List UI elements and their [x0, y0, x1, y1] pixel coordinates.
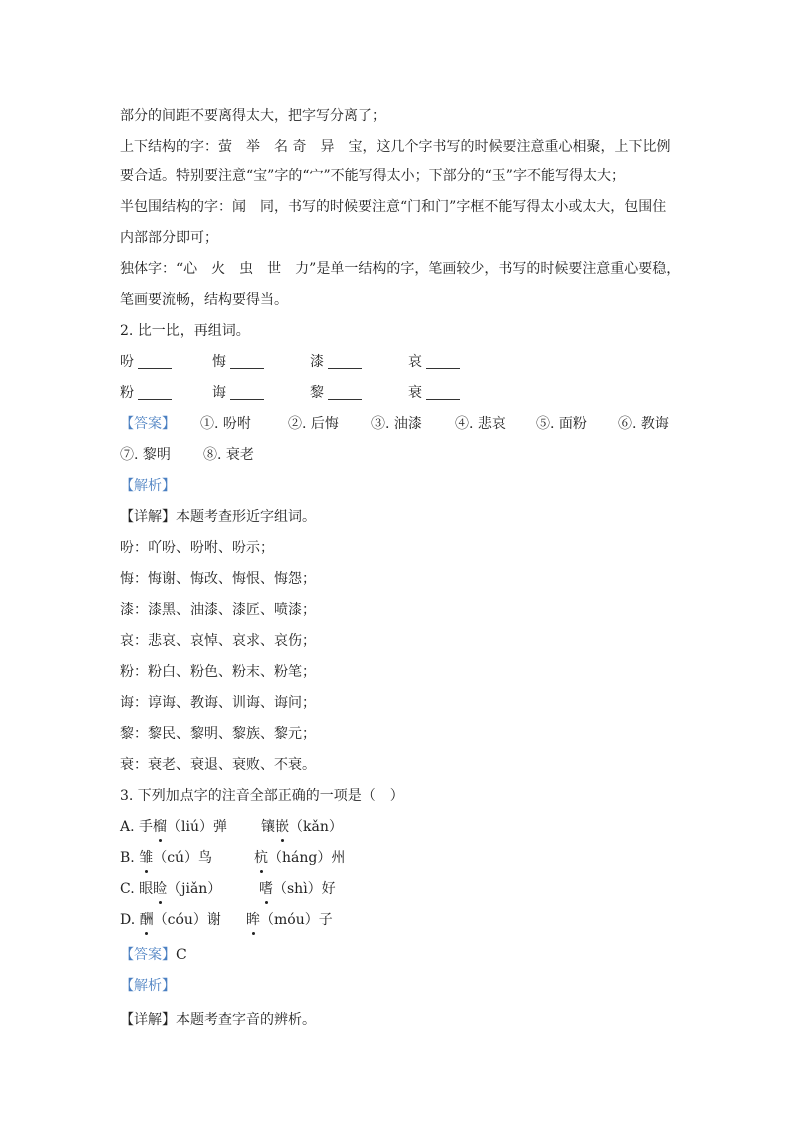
detail-text: 本题考查形近字组词。	[176, 509, 316, 525]
character: 衰	[408, 385, 422, 401]
option-c-word2	[259, 879, 336, 899]
dotted-character: 眸	[246, 912, 260, 928]
answer-item: ⑤. 面粉	[536, 416, 587, 432]
word-pair-cell	[212, 383, 264, 403]
option-b-word2	[254, 848, 345, 868]
answer-label: 【答案】	[120, 947, 176, 963]
detail-line	[120, 1010, 316, 1030]
character: 黎	[310, 385, 324, 401]
analysis-label: 【解析】	[120, 978, 176, 994]
dotted-character: 睑	[153, 881, 168, 897]
option-letter: A.	[120, 819, 135, 835]
option-letter: B.	[120, 850, 135, 866]
option-letter: D.	[120, 912, 136, 928]
word-pair-cell	[120, 352, 172, 372]
dotted-character: 杭	[254, 850, 268, 866]
intro-line: 独体字：“心 火 虫 世 力”是单一结构的字，笔画较少，书写的时候要注意重心要稳，	[120, 261, 681, 277]
question-2-title: 2. 比一比，再组词。	[120, 323, 250, 339]
answer-value: C	[176, 947, 187, 963]
dotted-character: 雏	[139, 850, 154, 866]
analysis-line: 黎：黎民、黎明、黎族、黎元；	[120, 726, 316, 742]
answer-item: ③. 油漆	[371, 416, 422, 432]
dotted-character: 嵌	[275, 819, 289, 835]
word-pair-cell	[212, 352, 264, 372]
answer-blank	[138, 354, 172, 369]
word-pair-cell	[120, 383, 172, 403]
option-d-word2	[246, 910, 333, 930]
detail-text: 本题考查字音的辨析。	[176, 1012, 316, 1028]
answer-item: ⑦. 黎明	[120, 447, 171, 463]
option-word-prefix: 手	[139, 819, 154, 835]
analysis-line: 漆：漆黑、油漆、漆匠、喷漆；	[120, 602, 316, 618]
option-b	[120, 848, 212, 868]
dotted-character: 榴	[153, 819, 168, 835]
option-word-prefix: 镶	[261, 819, 275, 835]
word-pair-cell	[310, 383, 362, 403]
option-letter: C.	[120, 881, 135, 897]
intro-line: 笔画要流畅，结构要得当。	[120, 292, 288, 308]
dotted-character: 酬	[139, 912, 154, 928]
detail-line	[120, 507, 316, 527]
question-3-title: 3. 下列加点字的注音全部正确的一项是（ ）	[120, 788, 404, 804]
answer-item: ②. 后悔	[288, 416, 339, 432]
option-pinyin: （cóu）谢	[153, 912, 221, 928]
analysis-line: 衰：衰老、衰退、衰败、不衰。	[120, 757, 316, 773]
answer-blank	[138, 385, 172, 400]
analysis-line: 粉：粉白、粉色、粉末、粉笔；	[120, 664, 316, 680]
option-pinyin: （jiǎn）	[167, 881, 222, 897]
intro-line: 内部部分即可；	[120, 230, 218, 246]
word-pair-cell	[310, 352, 362, 372]
answer-item: ⑧. 衰老	[203, 447, 254, 463]
option-d	[120, 910, 221, 930]
option-pinyin: （shì）好	[273, 881, 336, 897]
analysis-line: 吩：吖吩、吩咐、吩示；	[120, 540, 274, 556]
option-pinyin: （móu）子	[260, 912, 333, 928]
option-a	[120, 817, 227, 837]
answer-blank	[426, 385, 460, 400]
detail-label: 【详解】	[120, 1012, 176, 1028]
option-a-word2	[261, 817, 343, 837]
answer-item: ④. 悲哀	[455, 416, 506, 432]
answer-item: ①. 吩咐	[200, 416, 251, 432]
answer-blank	[230, 385, 264, 400]
analysis-line: 哀：悲哀、哀悼、哀求、哀伤；	[120, 633, 316, 649]
analysis-line: 悔：悔谢、悔改、悔恨、悔怨；	[120, 571, 316, 587]
analysis-line: 诲：谆诲、教诲、训诲、诲问；	[120, 695, 316, 711]
intro-line: 部分的间距不要离得太大，把字写分离了；	[120, 108, 386, 124]
option-pinyin: （kǎn）	[289, 819, 343, 835]
answer-blank	[328, 354, 362, 369]
option-pinyin: （liú）弹	[167, 819, 227, 835]
option-pinyin: （cú）鸟	[153, 850, 213, 866]
answer-blank	[426, 354, 460, 369]
detail-label: 【详解】	[120, 509, 176, 525]
answer-label: 【答案】	[120, 416, 176, 432]
analysis-label: 【解析】	[120, 478, 176, 494]
character: 诲	[212, 385, 226, 401]
q3-answer-line	[120, 945, 187, 965]
option-pinyin: （háng）州	[268, 850, 346, 866]
option-word-prefix: 眼	[139, 881, 154, 897]
answer-blank	[328, 385, 362, 400]
dotted-character: 嗜	[259, 881, 273, 897]
character: 哀	[408, 354, 422, 370]
word-pair-cell	[408, 352, 460, 372]
character: 漆	[310, 354, 324, 370]
character: 悔	[212, 354, 226, 370]
option-c	[120, 879, 221, 899]
answer-item: ⑥. 教诲	[618, 416, 669, 432]
intro-line: 半包围结构的字：闻 同，书写的时候要注意“门和门”字框不能写得太小或太大，包围住	[120, 199, 667, 215]
character: 粉	[120, 385, 134, 401]
word-pair-cell	[408, 383, 460, 403]
answer-blank	[230, 354, 264, 369]
character: 吩	[120, 354, 134, 370]
intro-line: 要合适。特别要注意“宝”字的“宀”不能写得太小；下部分的“玉”字不能写得太大；	[120, 168, 625, 184]
intro-line: 上下结构的字：萤 举 名 奇 异 宝，这几个字书写的时候要注意重心相聚，上下比例	[120, 139, 671, 155]
